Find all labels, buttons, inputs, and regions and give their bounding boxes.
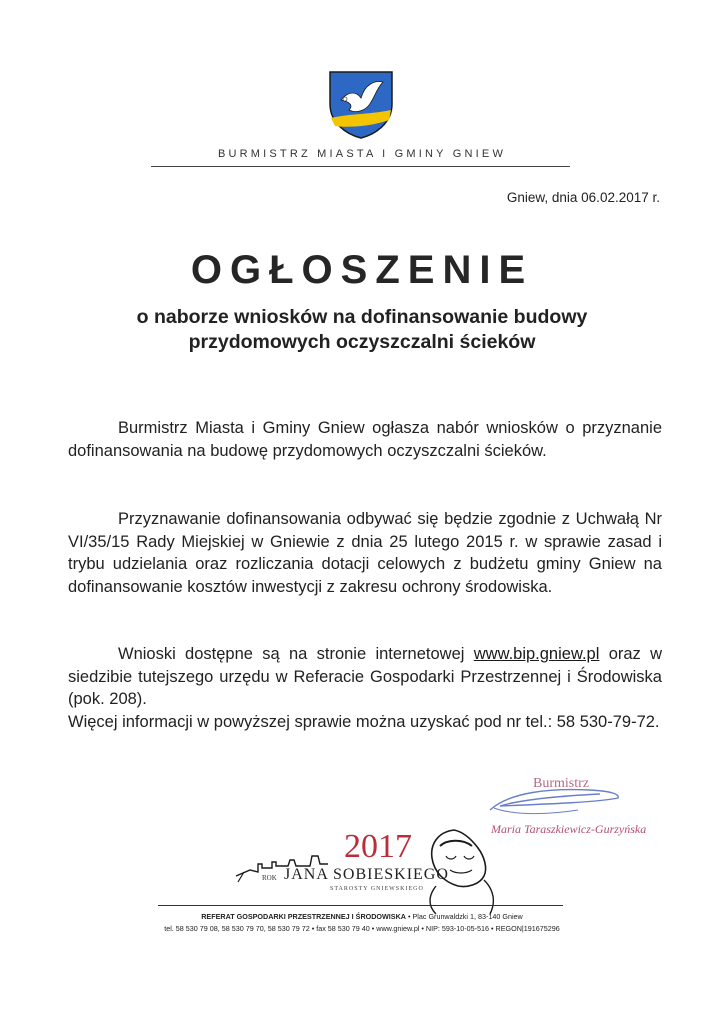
body-paragraph-2 [68,508,662,598]
document-title: OGŁOSZENIE [190,248,534,292]
body-paragraph-3 [68,643,662,733]
document-subtitle-line-2: przydomowych oczyszczalni ścieków [188,331,536,353]
footer-office: REFERAT GOSPODARKI PRZESTRZENNEJ I ŚRODOWISKA [201,912,406,921]
paragraph-3-before-link: Wnioski dostępne są na stronie internetowej [118,645,474,663]
logo-year: 2017 [344,828,412,865]
footer-address: • Plac Grunwaldzki 1, 83-140 Gniew [405,912,523,921]
header-divider [151,166,570,167]
office-title: BURMISTRZ MIASTA I GMINY GNIEW [217,148,507,160]
document-subtitle-line-1: o naborze wniosków na dofinansowanie budowy [136,306,588,328]
coat-of-arms-icon [327,70,395,140]
signer-name: Maria Taraszkiewicz-Gurzyńska [491,822,647,836]
stamp-title: Burmistrz [533,776,589,791]
paragraph-1-text: Burmistrz Miasta i Gminy Gniew ogłasza nabór wniosków o przyznanie dofinansowania na budowę przydomowych oczyszczalni ścieków. [68,419,662,460]
logo-subtitle: STAROSTY GNIEWSKIEGO [330,886,424,892]
footer-contact: tel. 58 530 79 08, 58 530 79 70, 58 530 79 72 • fax 58 530 79 40 • www.gniew.pl • NIP: 593-10-05-516 • REGON|191675296 [164,924,560,933]
paragraph-4-text: Więcej informacji w powyższej sprawie można uzyskać pod nr tel.: 58 530-79-72. [68,712,660,731]
document-date: Gniew, dnia 06.02.2017 r. [506,190,660,205]
logo-name: JANA SOBIESKIEGO [284,866,449,883]
footer-office-line [0,912,724,921]
paragraph-3-text [68,643,662,711]
body-paragraph-1 [68,417,662,462]
bip-website-link[interactable]: www.bip.gniew.pl [473,645,600,663]
paragraph-3-after-link: oraz w siedzibie tutejszego urzędu w Referacie Gospodarki Przestrzennej i Środowiska (pok. 208). [68,645,663,708]
footer-divider [158,905,563,906]
paragraph-2-text: Przyznawanie dofinansowania odbywać się będzie zgodnie z Uchwałą Nr VI/35/15 Rady Miejskiej w Gniewie z dnia 25 lutego 2015 r. w sprawie zasad i trybu udzielania oraz rozliczania dotacji celowych z budżetu gminy Gniew na dofinansowanie kosztów inwestycji z zakresu ochrony środowiska. [68,510,662,596]
logo-rok-label: ROK [262,874,277,882]
